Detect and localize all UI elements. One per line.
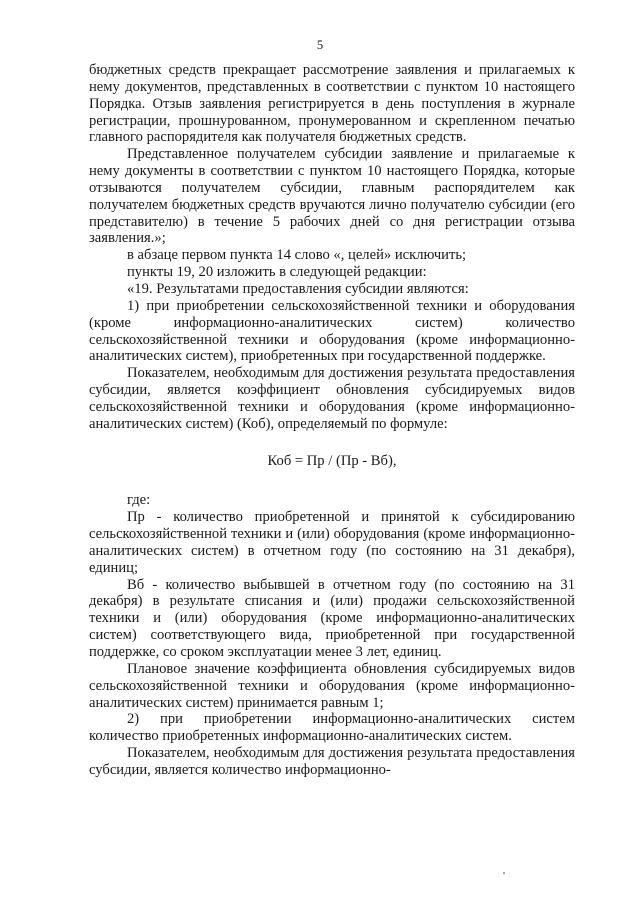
page-number: 5 [316,38,324,52]
paragraph-plan-value: Плановое значение коэффициента обновления субсидируемых видов сельскохозяйственной техники и оборудования (кроме информационно-аналитических систем) принимается равным 1; [89,660,575,711]
formula: Коб = Пр / (Пр - Вб), [267,452,397,469]
document-body [89,62,575,779]
paragraph-clause-19: «19. Результатами предоставления субсидии являются: [127,280,469,297]
scan-dot [503,872,505,874]
paragraph-indicator-2: Показателем, необходимым для достижения результата предоставления субсидии, является количество информационно- [89,745,575,778]
paragraph: Представленное получателем субсидии заявление и прилагаемые к нему документы в соответствии с пунктом 10 настоящего Порядка, которые отзываются получателем субсидии, главным распорядителем как получателем бюджетных средств вручаются лично получателю субсидии (его представителю) в течение 5 рабочих дней со дня регистрации отзыва заявления.»; [89,146,575,247]
paragraph-amendment: в абзаце первом пункта 14 слово «, целей» исключить; [127,247,467,264]
paragraph-item-2: 2) при приобретении информационно-аналитических систем количество приобретенных информационно-аналитических систем. [89,711,575,745]
paragraph-continuation: бюджетных средств прекращает рассмотрение заявления и прилагаемых к нему документов, представленных в соответствии с пунктом 10 настоящего Порядка. Отзыв заявления регистрируется в день поступления в журнале регистрации, прошнурованном, пронумерованном и скрепленном печатью главного распорядителя как получателя бюджетных средств. [89,62,575,146]
definition-pr: Пр - количество приобретенной и принятой к субсидированию сельскохозяйственной техники и (или) оборудования (кроме информационно-аналитических систем) в отчетном году (по состоянию на 31 декабря), единиц; [89,509,575,576]
paragraph-item-1: 1) при приобретении сельскохозяйственной техники и оборудования (кроме информационно-аналитических систем) количество сельскохозяйственной техники и оборудования (кроме информационно-аналитических систем), приобретенных при государственной поддержке. [89,297,575,365]
paragraph-indicator: Показателем, необходимым для достижения результата предоставления субсидии, является коэффициент обновления субсидируемых видов сельскохозяйственной техники и оборудования (кроме информационно-аналитических систем) (Коб), определяемый по формуле: [89,365,575,432]
where-label: где: [127,492,151,509]
paragraph-amendment: пункты 19, 20 изложить в следующей редакции: [127,264,427,281]
definition-vb: Вб - количество выбывшей в отчетном году (по состоянию на 31 декабря) в результате списания и (или) продажи сельскохозяйственной техники и (или) оборудования (кроме информационно-аналитических систем) соответствующего вида, приобретенной при государственной поддержке, со сроком эксплуатации менее 3 лет, единиц. [89,576,575,660]
